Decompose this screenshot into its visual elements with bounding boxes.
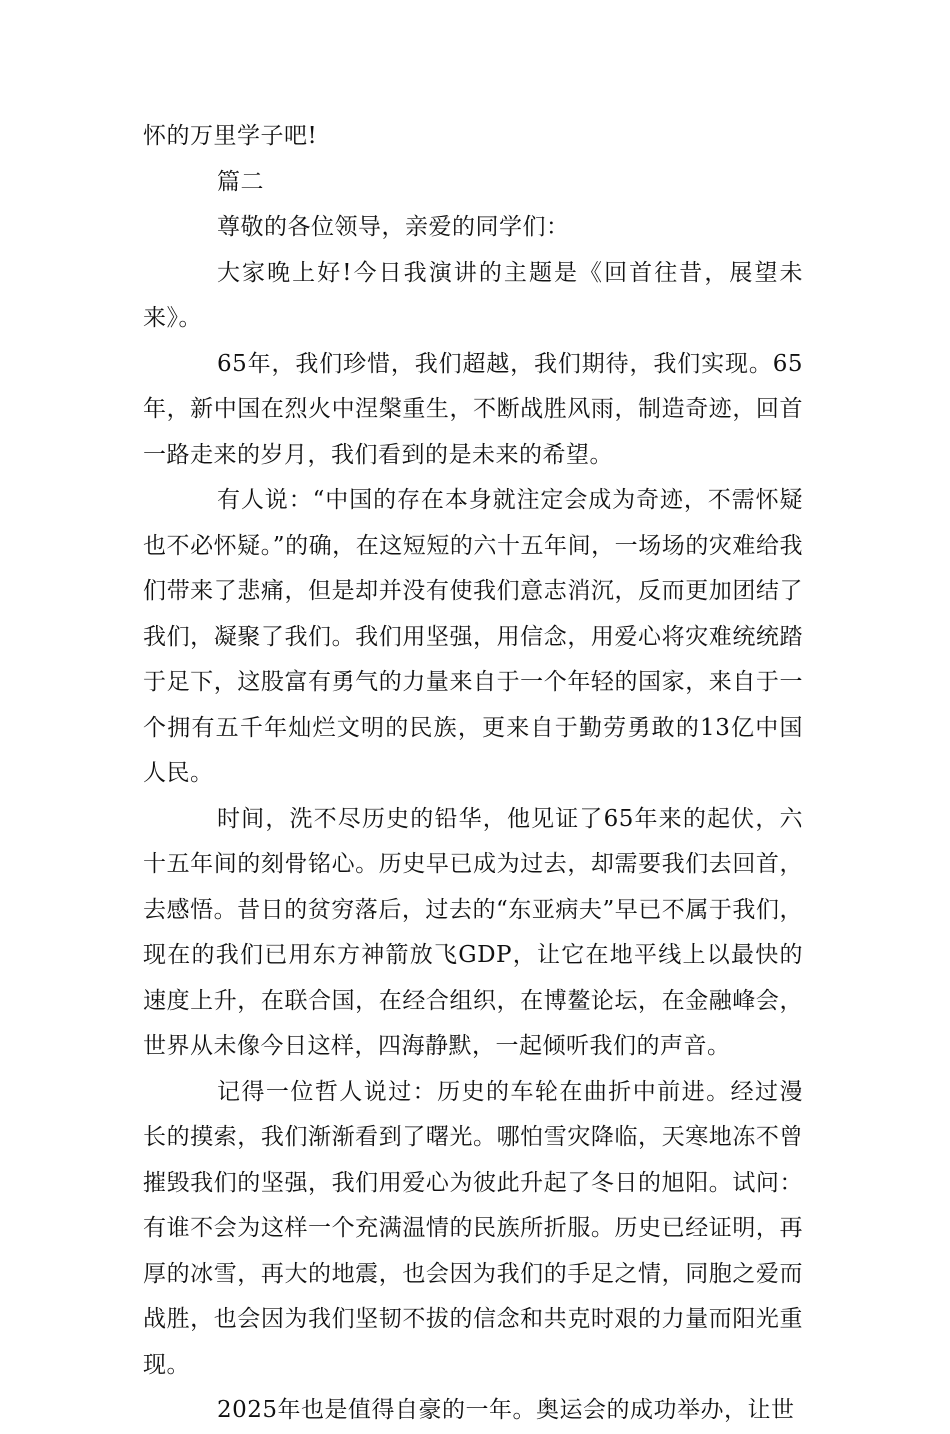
paragraph-2025: 2025年也是值得自豪的一年。奥运会的成功举办，让世: [217, 1397, 795, 1423]
document-body: [143, 114, 803, 1434]
section-heading: 篇二: [217, 168, 264, 195]
salutation: 尊敬的各位领导，亲爱的同学们：: [217, 214, 570, 240]
paragraph-continuation: 怀的万里学子吧!: [143, 123, 318, 149]
paragraph-greeting: 大家晚上好!今日我演讲的主题是《回首往昔，展望未来》。: [143, 259, 803, 331]
paragraph-someone-said: 有人说：“中国的存在本身就注定会成为奇迹，不需怀疑也不必怀疑。”的确，在这短短的六十五年间，一场场的灾难给我们带来了悲痛，但是却并没有使我们意志消沉，反而更加团结了我们，凝聚了我们。我们用坚强，用信念，用爱心将灾难统统踏于足下，这股富有勇气的力量来自于一个年轻的国家，来自于一个拥有五千年灿烂文明的民族，更来自于勤劳勇敢的13亿中国人民。: [143, 487, 803, 786]
paragraph-65-years: 65年，我们珍惜，我们超越，我们期待，我们实现。65年，新中国在烈火中涅槃重生，不断战胜风雨，制造奇迹，回首一路走来的岁月，我们看到的是未来的希望。: [143, 350, 803, 468]
paragraph-time: 时间，洗不尽历史的铅华，他见证了65年来的起伏，六十五年间的刻骨铭心。历史早已成为过去，却需要我们去回首，去感悟。昔日的贫穷落后，过去的“东亚病夫”早已不属于我们，现在的我们已用东方神箭放飞GDP，让它在地平线上以最快的速度上升，在联合国，在经合组织，在博鳌论坛，在金融峰会，世界从未像今日这样，四海静默，一起倾听我们的声音。: [143, 805, 803, 1059]
paragraph-philosopher: 记得一位哲人说过：历史的车轮在曲折中前进。经过漫长的摸索，我们渐渐看到了曙光。哪怕雪灾降临，天寒地冻不曾摧毁我们的坚强，我们用爱心为彼此升起了冬日的旭阳。试问：有谁不会为这样一个充满温情的民族所折服。历史已经证明，再厚的冰雪，再大的地震，也会因为我们的手足之情，同胞之爱而战胜，也会因为我们坚韧不拔的信念和共克时艰的力量而阳光重现。: [143, 1078, 803, 1378]
